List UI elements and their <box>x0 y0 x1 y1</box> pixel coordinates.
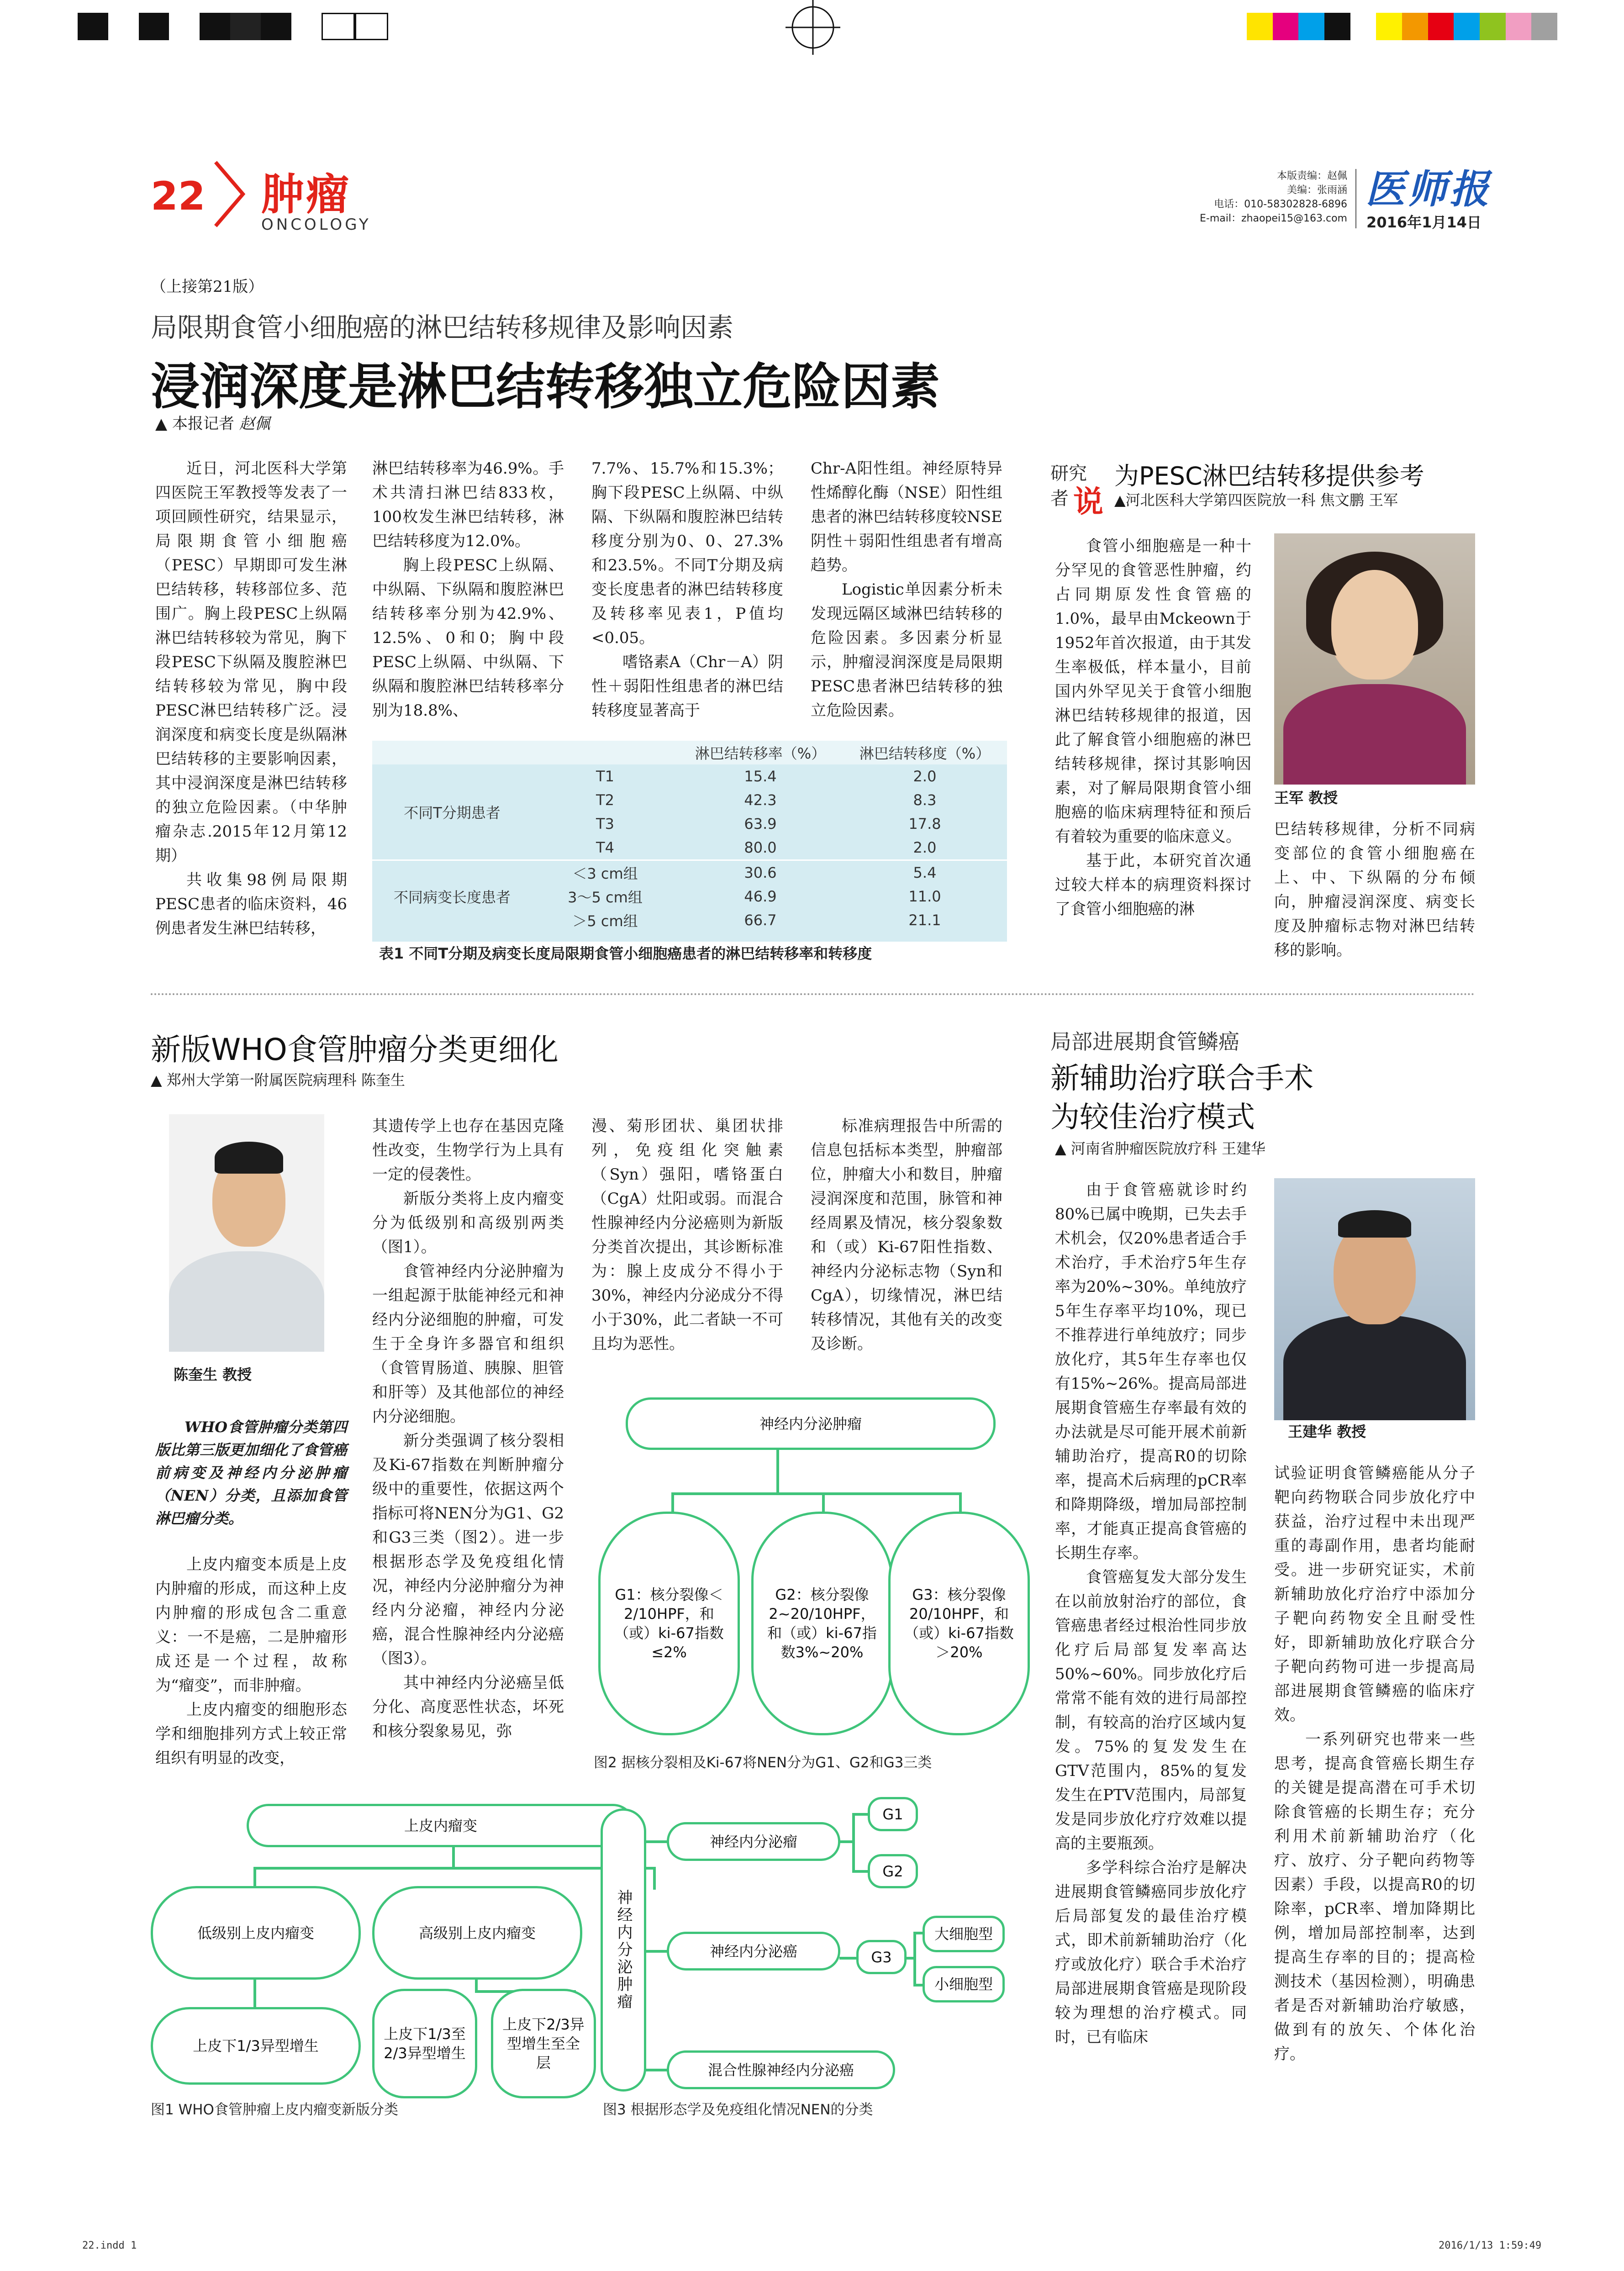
article1-col1: 近日，河北医科大学第四医院王军教授等发表了一项回顾性研究，结果显示，局限期食管小细胞癌（PESC）早期即可发生淋巴结转移，转移部位多、范围广。胸上段PESC上纵隔淋巴结转移较为常见，胸下段PESC下纵隔及腹腔淋巴结转移较为常见，胸中段PESC淋巴结转移广泛。浸润深度和病变长度是纵隔淋巴结转移的主要影响因素，其中浸润深度是淋巴结转移的独立危险因素。（中华肿瘤杂志.2015年12月第12期） 共收集98例局限期PESC患者的临床资料，46例患者发生淋巴结转移， <box>155 459 347 938</box>
article3-title2: 为较佳治疗模式 <box>1050 1101 1255 1134</box>
section-title: 肿瘤 <box>261 170 351 220</box>
byline-name: 赵佩 <box>239 415 270 433</box>
email-address: E-mail：zhaopei15@163.com <box>1200 213 1347 224</box>
photo-wang-jianhua <box>1274 1178 1475 1420</box>
article2-title: 新版WHO食管肿瘤分类更细化 <box>151 1032 559 1067</box>
article1-col4: Chr-A阳性组。神经原特异性烯醇化酶（NSE）阳性组患者的淋巴结转移度较NSE阴性＋弱阳性组患者有增高趋势。 Logistic单因素分析未发现远隔区域淋巴结转移的危险因素。多因素分析显示，肿瘤浸润深度是局限期PESC患者淋巴结转移的独立危险因素。 <box>811 459 1002 720</box>
article1-col2: 淋巴结转移率为46.9%。手术共清扫淋巴结833枚，100枚发生淋巴结转移，淋巴结转移度为12.0%。 胸上段PESC上纵隔、中纵隔、下纵隔和腹腔淋巴结转移率分别为42.9%、12.5%、0和0；胸中段PESC上纵隔、中纵隔、下纵隔和腹腔淋巴结转移率分别为18.8%、 <box>372 459 564 720</box>
triangle-icon: ▲ <box>155 415 168 433</box>
table-row: ＞5 cm组 66.7 21.1 <box>572 912 941 930</box>
fig3-small-node: 小细胞型 <box>923 1966 1005 2002</box>
fig3-b2-node: 神经内分泌癌 <box>667 1932 840 1971</box>
fig3-g1-node: G1 <box>868 1797 918 1831</box>
article2-byline: ▲ 郑州大学第一附属医院病理科 陈奎生 <box>151 1071 405 1089</box>
masthead-logo: 医师报 <box>1366 166 1492 212</box>
sidebar1-col2: 巴结转移规律，分析不同病变部位的食管小细胞癌在上、中、下纵隔的分布倾向，肿瘤浸润深度、病变长度及肿瘤标志物对淋巴结转移的影响。 <box>1274 820 1475 959</box>
article1-byline <box>155 411 270 433</box>
article2-col1: 上皮内瘤变本质是上皮内肿瘤的形成，而这种上皮内肿瘤的形成包含二重意义：一不是癌，二是肿瘤形成还是一个过程，故称为“瘤变”，而非肿瘤。 上皮内瘤变的细胞形态学和细胞排列方式上较正常组织有明显的改变， <box>155 1555 347 1767</box>
header-contact <box>1119 169 1347 226</box>
phone-number: 电话：010-58302828-6896 <box>1214 199 1347 210</box>
table1-caption: 表1 不同T分期及病变长度局限期食管小细胞癌患者的淋巴结转移率和转移度 <box>379 945 872 962</box>
triangle-icon: ▲ <box>1055 1140 1066 1157</box>
table-row: 不同T分期患者 T1 15.4 2.0 <box>372 764 1007 788</box>
article1-title: 浸润深度是淋巴结转移独立危险因素 <box>151 358 940 416</box>
fig1-low-node: 低级别上皮内瘤变 <box>151 1886 361 1980</box>
fig1-root-node: 上皮内瘤变 <box>247 1804 635 1847</box>
fig3-b1-node: 神经内分泌瘤 <box>667 1822 840 1861</box>
section-subtitle: ONCOLOGY <box>261 216 371 234</box>
table-row: T3 63.9 17.8 <box>596 815 941 833</box>
table-row: T4 80.0 2.0 <box>596 839 937 856</box>
article3-col1: 由于食管癌就诊时约80%已属中晚期，已失去手术机会，仅20%患者适合手术治疗，手术治疗5年生存率为20%~30%。单纯放疗5年生存率平均10%，现已不推荐进行单纯放疗；同步放化疗，其5年生存率也仅有15%~26%。提高局部进展期食管癌生存率最有效的办法就是尽可能开展术前新辅助治疗，提高R0的切除率，提高术后病理的pCR率和降期降级，增加局部控制率，才能真正提高食管癌的长期生存率。 食管癌复发大部分发生在以前放射治疗的部位，食管癌患者经过根治性同步放化疗后局部复发率高达50%~60%。同步放化疗后常常不能有效的进行局部控制，有较高的治疗区域内复发。75%的复发发生在GTV范围内，85%的复发发生在PTV范围内，局部复发是同步放化疗疗效难以提高的主要瓶颈。 多学科综合治疗是解决进展期食管鳞癌同步放化疗后局部复发的最佳治疗模式，即术前新辅助治疗（化疗或放化疗）联合手术治疗局部进展期食管癌是现阶段较为理想的治疗模式。同时，已有临床 <box>1055 1181 1247 2046</box>
article3-byline: ▲ 河南省肿瘤医院放疗科 王建华 <box>1055 1140 1265 1157</box>
figure3-caption: 图3 根据形态学及免疫组化情况NEN的分类 <box>603 2102 873 2118</box>
sidebar1-col1: 食管小细胞癌是一种十分罕见的食管恶性肿瘤，约占同期原发性食管癌的1.0%，最早由Mckeown于1952年首次报道，由于其发生率极低，样本量小，目前国内外罕见关于食管小细胞淋巴结转移规律的报道，因此了解食管小细胞癌的淋巴结转移规律，探讨其影响因素，对了解局限期食管小细胞癌的临床病理特征和预后有着较为重要的临床意义。 基于此，本研究首次通过较大样本的病理资料探讨了食管小细胞癌的淋 <box>1055 537 1251 918</box>
sidebar1-byline: ▲河北医科大学第四医院放一科 焦文鹏 王军 <box>1114 491 1398 509</box>
article3-title1: 新辅助治疗联合手术 <box>1050 1062 1313 1096</box>
fig1-low-child-node: 上皮下1/3异型增生 <box>151 2007 361 2085</box>
table-group-label: 不同病变长度患者 <box>393 889 511 906</box>
article1-col3: 7.7%、15.7%和15.3%；胸下段PESC上纵隔、中纵隔、下纵隔和腹腔淋巴结转移度分别为0、0、27.3%和23.5%。不同T分期及病变长度患者的淋巴结转移度及转移率见表1，P值均<0.05。 嗜铬素A（Chr－A）阴性＋弱阳性组患者的淋巴结转移度显著高于 <box>591 459 783 720</box>
figure1-caption: 图1 WHO食管肿瘤上皮内瘤变新版分类 <box>151 2102 398 2118</box>
page-number: 22 <box>151 174 206 219</box>
table-header: 淋巴结转移度（%） <box>859 745 991 762</box>
photo-caption-wang-jun: 王军 教授 <box>1274 789 1338 806</box>
table1 <box>372 741 1007 942</box>
table-row: T2 42.3 8.3 <box>596 791 937 809</box>
article1-subtitle: 局限期食管小细胞癌的淋巴结转移规律及影响因素 <box>151 312 734 343</box>
photo-chen-kuisheng <box>169 1114 324 1352</box>
fig2-g3-node: G3：核分裂像20/10HPF，和（或）ki-67指数＞20% <box>888 1512 1030 1735</box>
footer-file: 22.indd 1 <box>82 2240 137 2251</box>
crosshair-icon <box>776 0 849 68</box>
article3-kicker: 局部进展期食管鳞癌 <box>1050 1029 1239 1054</box>
fig3-b3-node: 混合性腺神经内分泌癌 <box>667 2050 895 2089</box>
article2-col3: 漫、菊形团状、巢团状排列，免疫组化突触素（Syn）强阳，嗜铬蛋白（CgA）灶阳或弱。而混合性腺神经内分泌癌则为新版分类首次提出，其诊断标准为：腺上皮成分不得小于30%，神经内分泌成分不得小于30%，此二者缺一不可且均为恶性。 <box>591 1117 783 1353</box>
fig2-root-node: 神经内分泌肿瘤 <box>626 1397 996 1450</box>
figure2-caption: 图2 据核分裂相及Ki-67将NEN分为G1、G2和G3三类 <box>594 1755 932 1771</box>
byline-prefix: 本报记者 <box>172 415 234 433</box>
photo-caption-chen: 陈奎生 教授 <box>174 1366 252 1383</box>
photo-wang-jun <box>1274 533 1475 785</box>
fig3-large-node: 大细胞型 <box>923 1916 1005 1952</box>
designer-credit: 美编：张雨涵 <box>1287 184 1347 196</box>
fig2-g1-node: G1：核分裂像＜2/10HPF，和（或）ki-67指数≤2% <box>598 1512 740 1735</box>
article2-col2: 其遗传学上也存在基因克隆性改变，生物学行为上具有一定的侵袭性。 新版分类将上皮内瘤变分为低级别和高级别两类（图1）。 食管神经内分泌肿瘤为一组起源于肽能神经元和神经内分泌细胞的肿瘤，可发生于全身许多器官和组织（食管胃肠道、胰腺、胆管和肝等）及其他部位的神经内分泌细胞。 新分类强调了核分裂相及Ki-67指数在判断肿瘤分级中的重要性，依据这两个指标可将NEN分为G1、G2和G3三类（图2）。进一步根据形态学及免疫组化情况，神经内分泌肿瘤分为神经内分泌瘤，神经内分泌癌，混合性腺神经内分泌癌（图3）。 其中神经内分泌癌呈低分化、高度恶性状态，坏死和核分裂象易见，弥 <box>372 1117 564 1740</box>
fig2-g2-node: G2：核分裂像2~20/10HPF，和（或）ki-67指数3%~20% <box>751 1512 893 1735</box>
article3-col2: 试验证明食管鳞癌能从分子靶向药物联合同步放化疗中获益，治疗过程中未出现严重的毒副作用，患者均能耐受。进一步研究证实，术前新辅助放化疗治疗中添加分子靶向药物安全且耐受性好，即新辅助放化疗联合分子靶向药物可进一步提高局部进展期食管鳞癌的临床疗效。 一系列研究也带来一些思考，提高食管癌长期生存的关键是提高潜在可手术切除食管癌的长期生存；充分利用术前新辅助治疗（化疗、放疗、分子靶向药物等因素）手段，以提高R0的切除率，pCR率、增加降期比例，增加局部控制率，达到提高生存率的目的；提高检测技术（基因检测），明确患者是否对新辅助治疗敏感，做到有的放矢、个体化治疗。 <box>1274 1464 1475 2063</box>
fig1-high-node: 高级别上皮内瘤变 <box>372 1886 582 1980</box>
table1-grid <box>372 741 1007 932</box>
editor-credit: 本版责编：赵佩 <box>1276 170 1347 182</box>
fig1-high-child1-node: 上皮下1/3至2/3异型增生 <box>372 1989 477 2098</box>
color-bar <box>1247 13 1557 40</box>
fig3-g2-node: G2 <box>868 1854 918 1888</box>
registration-bar-left <box>78 13 388 40</box>
masthead-divider <box>1355 169 1356 228</box>
article2-lead: WHO食管肿瘤分类第四版比第三版更加细化了食管癌前病变及神经内分泌肿瘤（NEN）分类，且添加食管淋巴瘤分类。 <box>155 1418 347 1527</box>
triangle-icon: ▲ <box>1114 491 1126 509</box>
photo-caption-wang-jianhua: 王建华 教授 <box>1288 1423 1366 1440</box>
chevron-right-icon <box>211 160 248 228</box>
fig1-high-child2-node: 上皮下2/3异型增生至全层 <box>491 1989 596 2098</box>
sidebar1-title: 为PESC淋巴结转移提供参考 <box>1114 462 1424 490</box>
table-row: 3～5 cm组 46.9 11.0 <box>568 888 941 906</box>
table-header: 淋巴结转移率（%） <box>695 745 826 762</box>
fig3-g3-node: G3 <box>856 1940 907 1974</box>
footer-timestamp: 2016/1/13 1:59:49 <box>1439 2240 1542 2251</box>
sidebar-tag: 研究 者 说 <box>1050 463 1103 519</box>
issue-date: 2016年1月14日 <box>1366 214 1482 231</box>
table-group-label: 不同T分期患者 <box>404 804 501 822</box>
continued-note: （上接第21版） <box>151 278 264 296</box>
table-row: 不同病变长度患者 ＜3 cm组 30.6 5.4 <box>372 860 1007 885</box>
triangle-icon: ▲ <box>151 1071 162 1089</box>
section-divider <box>151 993 1475 995</box>
fig3-root-node: 神经内分泌肿瘤 <box>601 1808 646 2092</box>
article2-col4: 标准病理报告中所需的信息包括标本类型，肿瘤部位，肿瘤大小和数目，肿瘤浸润深度和范围，脉管和神经周累及情况，核分裂象数和（或）Ki-67阳性指数、神经内分泌标志物（Syn和CgA），切缘情况，淋巴结转移情况，其他有关的改变及诊断。 <box>811 1117 1002 1353</box>
